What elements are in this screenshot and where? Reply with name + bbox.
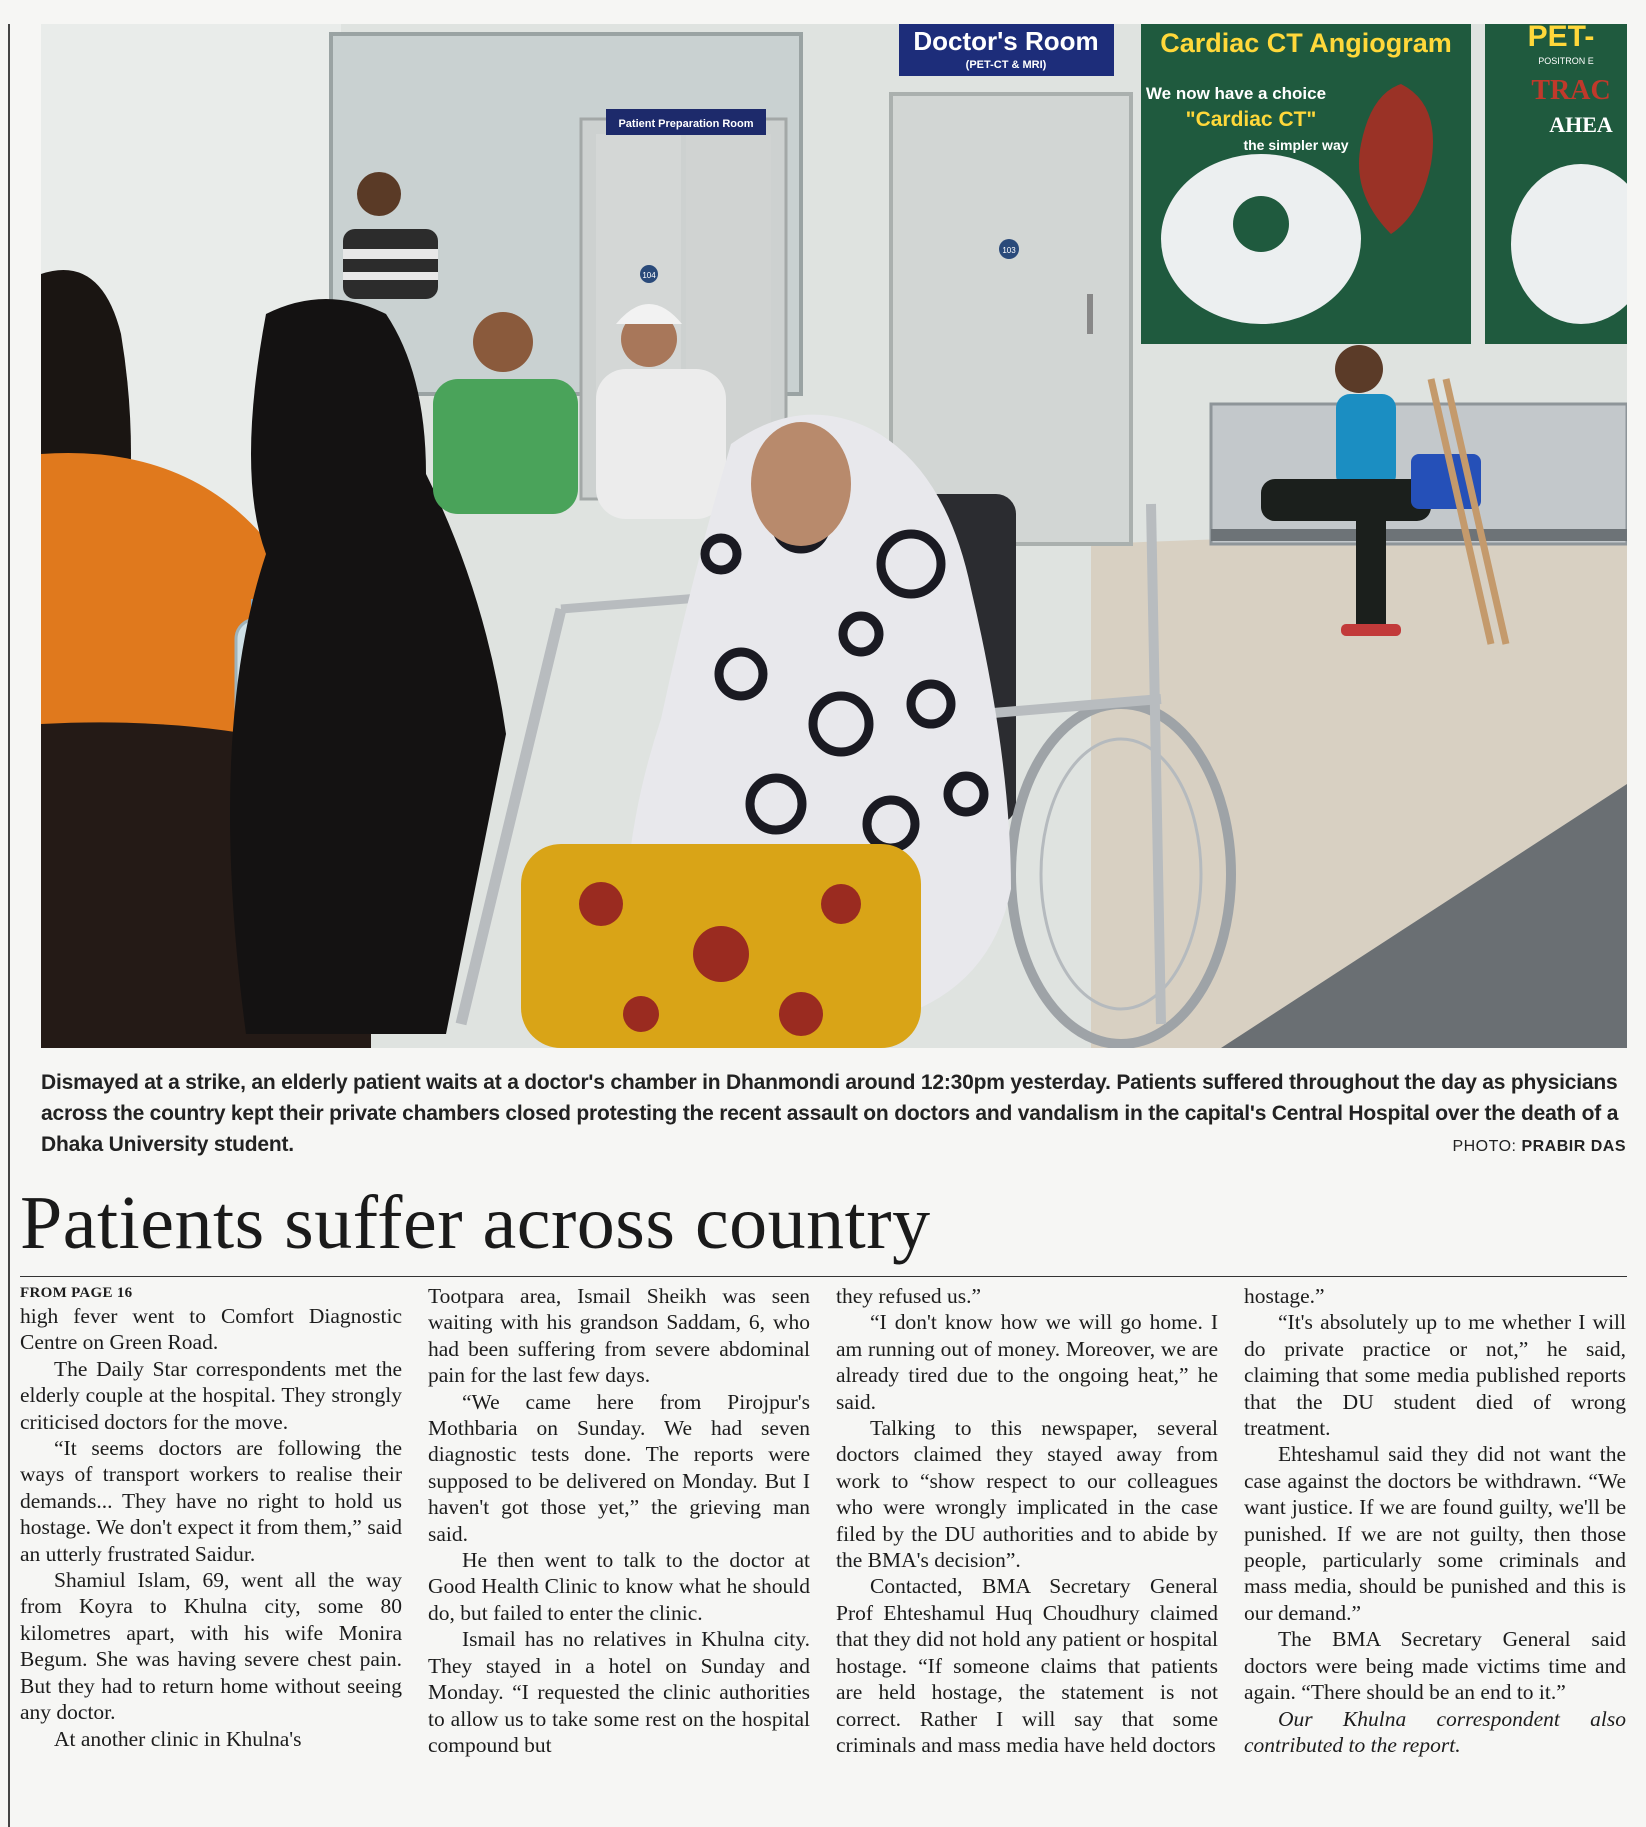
prep-room-sign: Patient Preparation Room	[618, 118, 754, 130]
poster-line-1: We now have a choice	[1145, 84, 1327, 103]
headline-rule	[20, 1276, 1627, 1277]
paragraph: The BMA Secretary General said doctors were being made victims time and again. “There should be an end to it.”	[1244, 1627, 1626, 1705]
paragraph: Contacted, BMA Secretary General Prof Ehteshamul Huq Choudhury claimed that they did not hold any patient or hospital hostage. “If someone claims that patients are held hostage, the statement is not correct. Rather I will say that some criminals and mass media have held doctors	[836, 1574, 1218, 1757]
photo-caption: Dismayed at a strike, an elderly patient waits at a doctor's chamber in Dhanmondi around 12:30pm yesterday. Patients suffered throughout the day as physicians across the country kept their private chambers closed protesting the recent assault on doctors and vandalism in the capital's Central Hospital over the death of a Dhaka University student.	[41, 1071, 1619, 1156]
article-column-2	[428, 1283, 810, 1758]
photo-credit-label: PHOTO:	[1452, 1138, 1517, 1155]
poster2-line-1: TRAC	[1531, 75, 1611, 106]
article-column-4	[1244, 1283, 1626, 1758]
paragraph: Ismail has no relatives in Khulna city. They stayed in a hotel on Sunday and Monday. “I requested the clinic authorities to allow us to take some rest on the hospital compound but	[428, 1627, 810, 1757]
photo-credit-name: PRABIR DAS	[1521, 1138, 1626, 1155]
paragraph: Ehteshamul said they did not want the case against the doctors be withdrawn. “We want justice. If we are found guilty, we'll be punished. If we are not guilty, then those people, particularly some criminals and mass media, should be punished and this is our demand.”	[1244, 1442, 1626, 1625]
paragraph: “I don't know how we will go home. I am running out of money. Moreover, we are already tired due to the ongoing heat,” he said.	[836, 1310, 1218, 1414]
headline: Patients suffer across country	[20, 1181, 931, 1265]
paragraph: they refused us.”	[836, 1284, 982, 1308]
door-number-103: 103	[1002, 246, 1016, 255]
from-page-label: FROM PAGE 16	[20, 1285, 133, 1301]
left-margin-rule	[8, 24, 10, 1827]
doctors-room-subsign: (PET-CT & MRI)	[965, 59, 1047, 71]
paragraph: Talking to this newspaper, several doctors claimed they stayed away from work to “show respect to our colleagues who were wrongly implicated in the case filed by the DU authorities and to abide by the BMA's decision”.	[836, 1416, 1218, 1573]
door-number-104: 104	[642, 271, 656, 280]
paragraph: “It seems doctors are following the ways of transport workers to realise their demands... They have no right to hold us hostage. We don't expect it from them,” said an utterly frustrated Saidur.	[20, 1436, 402, 1566]
article-column-1	[20, 1283, 402, 1752]
poster-title: Cardiac CT Angiogram	[1160, 28, 1452, 58]
paragraph: high fever went to Comfort Diagnostic Centre on Green Road.	[20, 1304, 402, 1355]
paragraph: hostage.”	[1244, 1284, 1325, 1308]
paragraph: Shamiul Islam, 69, went all the way from Koyra to Khulna city, some 80 kilometres apart, with his wife Monira Begum. She was having severe chest pain. But they had to return home without seeing any doctor.	[20, 1568, 402, 1725]
poster2-line-2: AHEA	[1549, 112, 1613, 137]
contribution-note: Our Khulna correspondent also contributed to the report.	[1244, 1706, 1626, 1757]
poster-line-3: the simpler way	[1243, 137, 1349, 153]
paragraph: The Daily Star correspondents met the elderly couple at the hospital. They strongly criticised doctors for the move.	[20, 1356, 402, 1434]
paragraph: Tootpara area, Ismail Sheikh was seen waiting with his grandson Saddam, 6, who had been suffering from severe abdominal pain for the last few days.	[428, 1284, 810, 1388]
poster-line-2: "Cardiac CT"	[1185, 108, 1317, 131]
photo-credit	[1452, 1138, 1626, 1156]
article-column-3	[836, 1283, 1218, 1758]
poster2-title: PET-	[1527, 24, 1595, 53]
doctors-room-sign: Doctor's Room	[913, 26, 1099, 56]
news-photo	[41, 24, 1627, 1048]
paragraph: “It's absolutely up to me whether I will do private practice or not,” he said, claiming that some media published reports that the DU student died of wrong treatment.	[1244, 1310, 1626, 1441]
paragraph: He then went to talk to the doctor at Good Health Clinic to know what he should do, but failed to enter the clinic.	[428, 1548, 810, 1625]
paragraph: At another clinic in Khulna's	[54, 1726, 302, 1751]
poster2-sub: POSITRON E	[1538, 56, 1594, 66]
paragraph: “We came here from Pirojpur's Mothbaria on Sunday. We had seven diagnostic tests done. The reports were supposed to be delivered on Monday. But I haven't got those yet,” the grieving man said.	[428, 1389, 810, 1546]
